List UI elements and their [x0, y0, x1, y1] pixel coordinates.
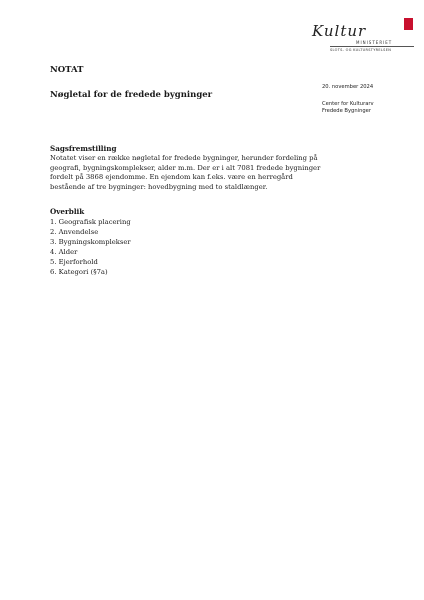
overblik-heading: Overblik [50, 207, 85, 216]
list-item: 1. Geografisk placering [50, 218, 131, 226]
ministry-logo [312, 18, 414, 56]
list-item: 6. Kategori (§7a) [50, 268, 108, 276]
department-line-1: Center for Kulturarv [322, 101, 374, 107]
list-item: 5. Ejerforhold [50, 258, 98, 266]
logo-agency: SLOTS- OG KULTURSTYRELSEN [330, 48, 392, 52]
logo-wordmark: Kultur [312, 22, 367, 40]
document-date: 20. november 2024 [322, 84, 374, 90]
document-type: NOTAT [50, 65, 84, 75]
paragraph-line: geografi, bygningskomplekser, alder m.m. Der er i alt 7081 fredede bygninger [50, 163, 321, 172]
sagsfremstilling-heading: Sagsfremstilling [50, 144, 117, 153]
document-title: Nøgletal for de fredede bygninger [50, 90, 213, 100]
paragraph-line: bestående af tre bygninger: hovedbygning med to staldlænger. [50, 182, 268, 191]
list-item: 4. Alder [50, 248, 78, 256]
paragraph-line: Notatet viser en række nøgletal for fredede bygninger, herunder fordeling på [50, 154, 318, 162]
list-item: 2. Anvendelse [50, 228, 99, 236]
sagsfremstilling-paragraph [50, 154, 321, 192]
department-line-2: Fredede Bygninger [322, 108, 371, 114]
crown-icon [404, 18, 413, 30]
overblik-list [50, 217, 131, 277]
list-item: 3. Bygningskomplekser [50, 238, 131, 246]
paragraph-line: fordelt på 3868 ejendomme. En ejendom kan f.eks. være en herregård [50, 173, 293, 182]
logo-ministeriet: MINISTERIET [356, 40, 393, 45]
logo-divider [330, 46, 414, 47]
